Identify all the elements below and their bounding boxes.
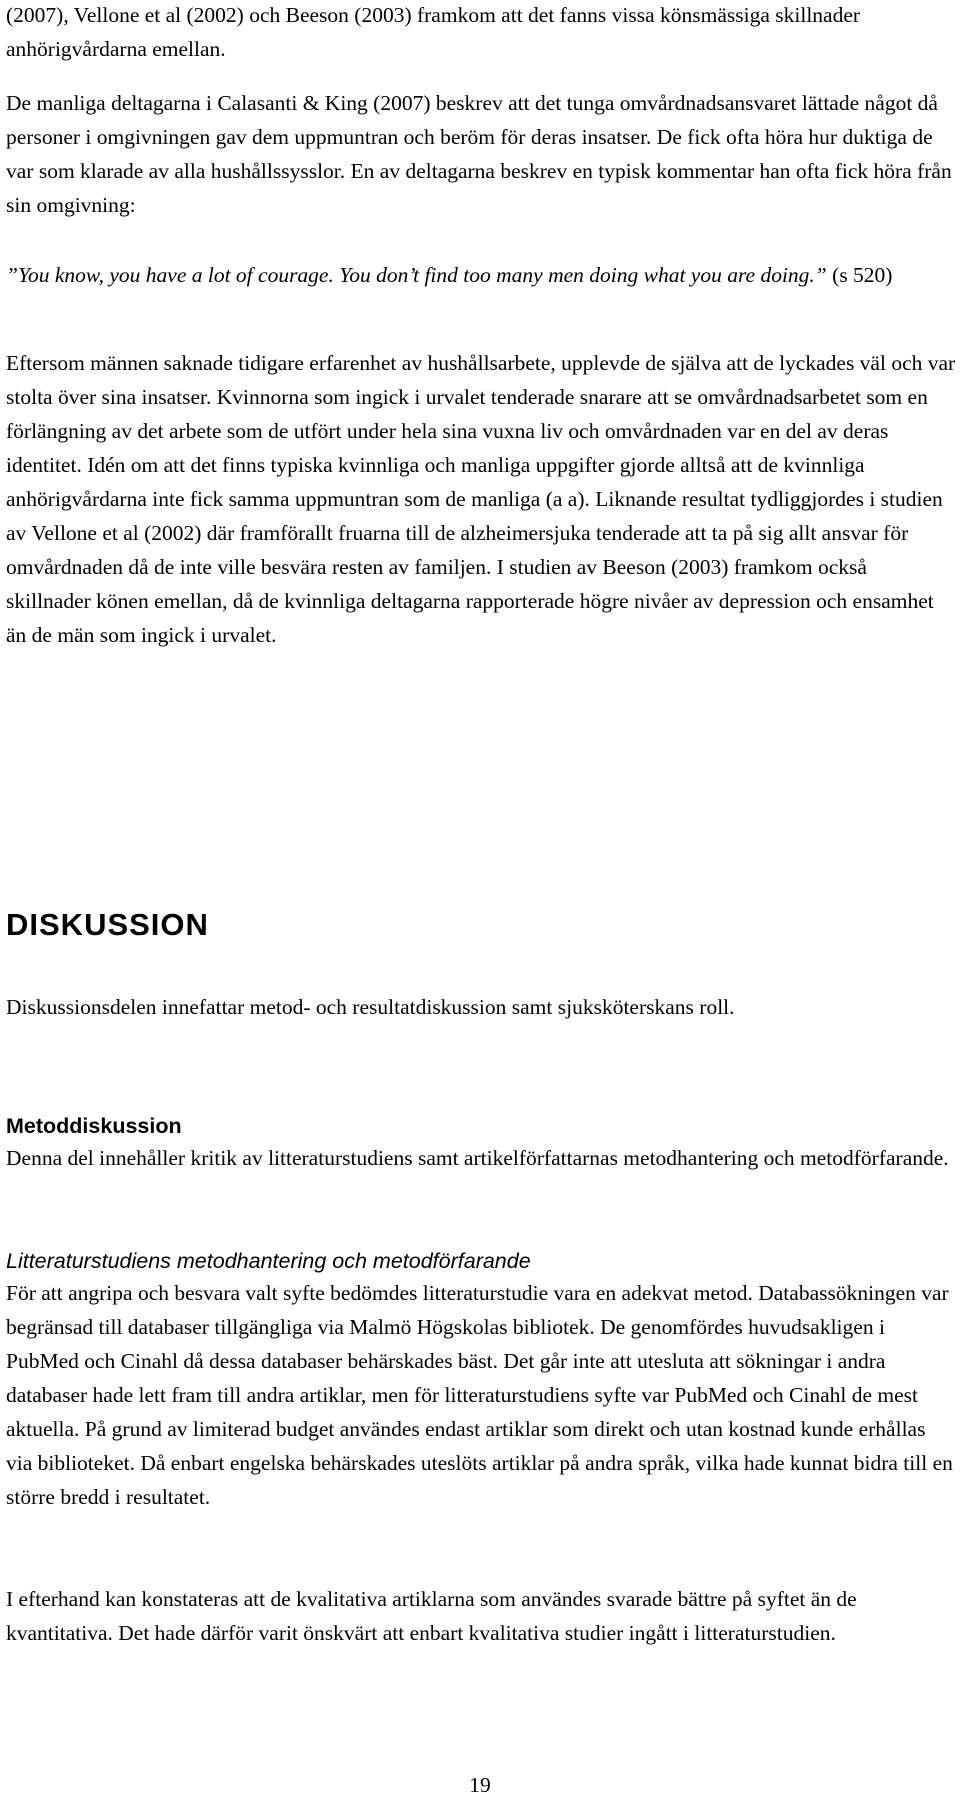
paragraph-men-women-experience: Eftersom männen saknade tidigare erfarenhet av hushållsarbete, upplevde de själva att de lyckades väl och var stolta över sina insatser. Kvinnorna som ingick i urvalet tenderade snarare att se omvårdnadsarbetet som en förlängning av det arbete som de utfört under hela sina vuxna liv och omvårdnaden var en del av deras identitet. Idén om att det finns typiska kvinnliga och manliga uppgifter gjorde alltså att de kvinnliga anhörigvårdarna inte fick samma uppmuntran som de manliga (a a). Liknande resultat tydliggjordes i studien av Vellone et al (2002) där framförallt fruarna till de alzheimersjuka tenderade att ta på sig allt ansvar för omvårdnaden då de inte ville besvära resten av familjen. I studien av Beeson (2003) framkom också skillnader könen emellan, då de kvinnliga deltagarna rapporterade högre nivåer av depression och ensamhet än de män som ingick i urvalet. [6, 351, 956, 647]
paragraph-gender-differences-intro: (2007), Vellone et al (2002) och Beeson (2003) framkom att det fanns vissa könsmässiga skillnader anhörigvårdarna emellan. [6, 3, 861, 61]
section-heading-diskussion: DISKUSSION [6, 907, 209, 942]
paragraph-database-search: För att angripa och besvara valt syfte bedömdes litteraturstudie vara en adekvat metod. Databassökningen var begränsad till databaser tillgängliga via Malmö Högskolas bibliotek. De genomfördes huvudsakligen i PubMed och Cinahl då dessa databaser behärskades bäst. Det går inte att utesluta att sökningar i andra databaser hade lett fram till andra artiklar, men för litteraturstudiens syfte var PubMed och Cinahl de mest aktuella. På grund av limiterad budget användes endast artiklar som direkt och utan kostnad kunde erhållas via biblioteket. Då enbart engelska behärskades uteslöts artiklar på andra språk, vilka hade kunnat bidra till en större bredd i resultatet. [6, 1281, 953, 1509]
subheading-litteraturstudiens-metod: Litteraturstudiens metodhantering och metodförfarande [6, 1249, 531, 1273]
block-quote [6, 258, 956, 292]
paragraph-qualitative-articles: I efterhand kan konstateras att de kvalitativa artiklarna som användes svarade bättre på syftet än de kvantitativa. Det hade därför varit önskvärt att enbart kvalitativa studier ingått i litteraturstudien. [6, 1587, 857, 1645]
paragraph-calasanti-king: De manliga deltagarna i Calasanti & King (2007) beskrev att det tunga omvårdnadsansvaret lättade något då personer i omgivningen gav dem uppmuntran och beröm för deras insatser. De fick ofta höra hur duktiga de var som klarade av alla hushållssysslor. En av deltagarna beskrev en typisk kommentar han ofta fick höra från sin omgivning: [6, 91, 952, 217]
quote-reference: (s 520) [832, 263, 893, 287]
subheading-metoddiskussion: Metoddiskussion [6, 1114, 182, 1138]
quote-text: ”You know, you have a lot of courage. You don’t find too many men doing what you are doing.” [6, 263, 827, 287]
paragraph-discussion-intro: Diskussionsdelen innefattar metod- och resultatdiskussion samt sjuksköterskans roll. [6, 995, 735, 1019]
paragraph-method-critique: Denna del innehåller kritik av litteraturstudiens samt artikelförfattarnas metodhantering och metodförfarande. [6, 1146, 949, 1170]
page-number: 19 [469, 1773, 491, 1797]
